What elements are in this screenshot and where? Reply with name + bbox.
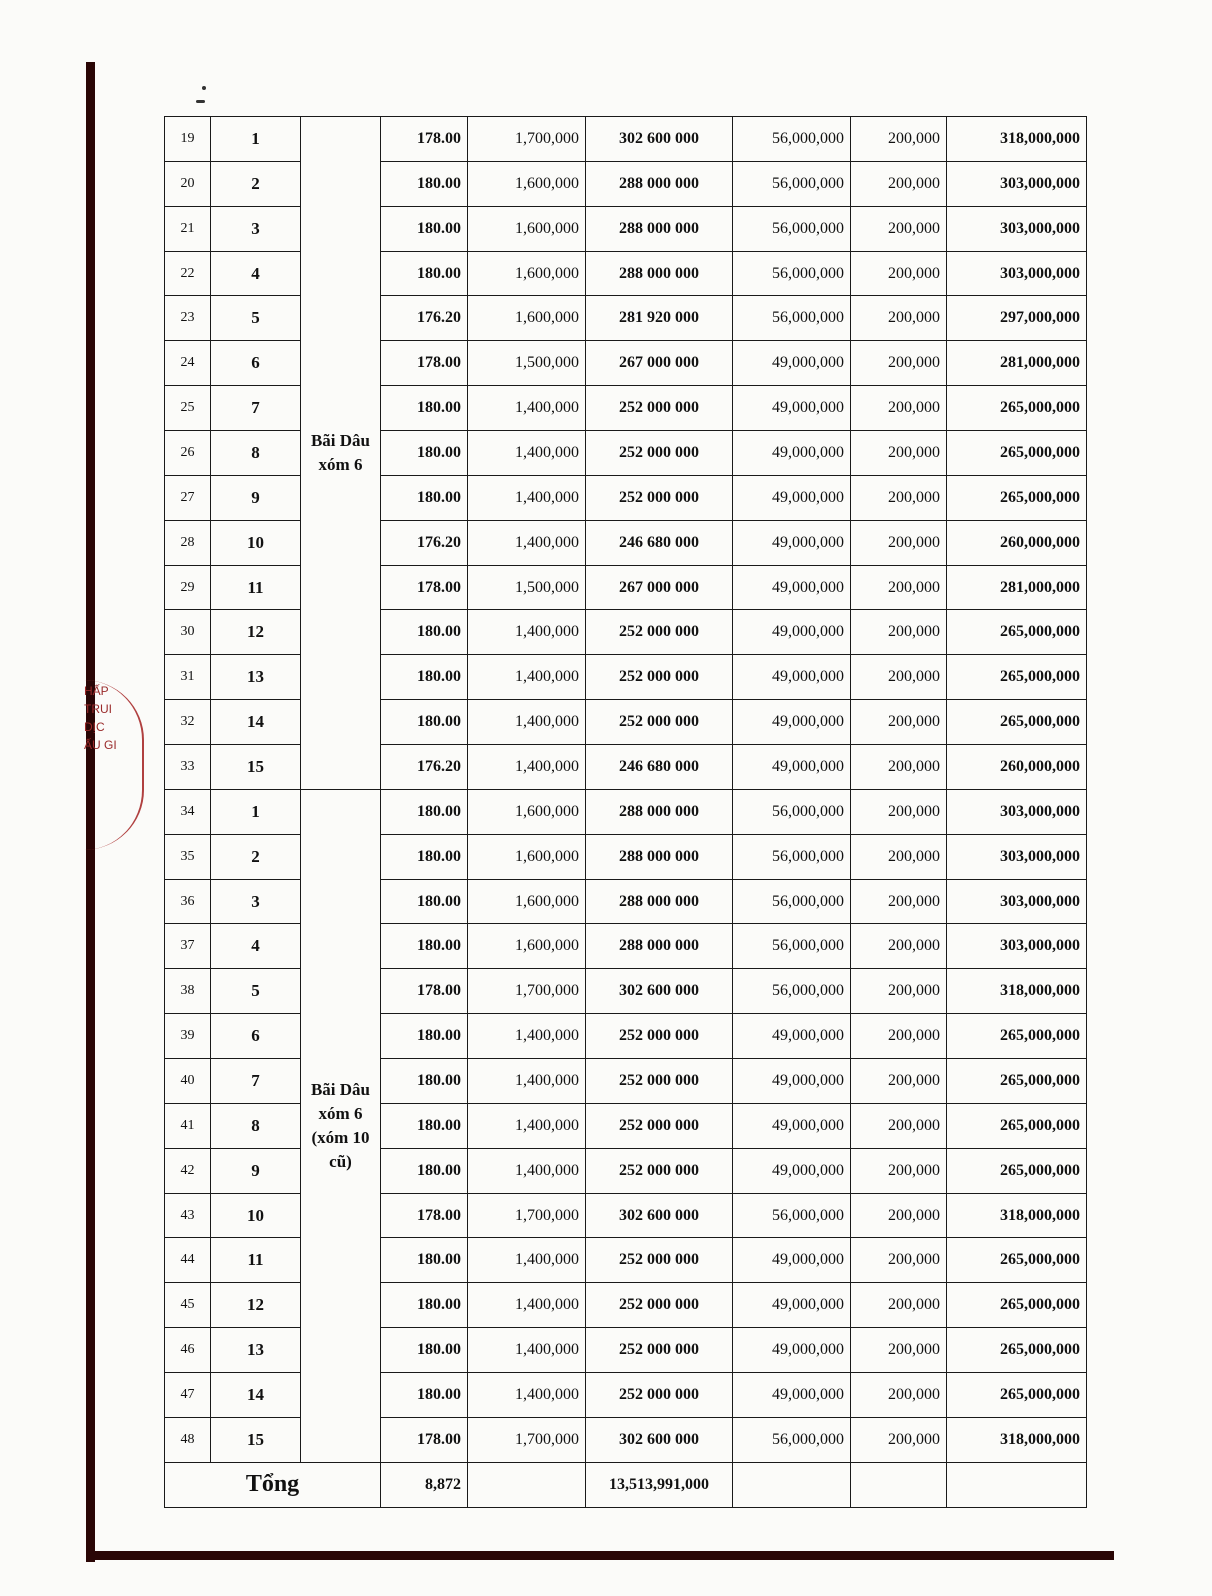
fee: 200,000 [851, 610, 947, 655]
total-amount: 265,000,000 [947, 1103, 1087, 1148]
price-per-m2: 1,500,000 [468, 341, 586, 386]
price-per-m2: 1,600,000 [468, 296, 586, 341]
deposit: 56,000,000 [733, 879, 851, 924]
price-per-m2: 1,400,000 [468, 655, 586, 700]
row-number: 28 [165, 520, 211, 565]
lot-value: 252 000 000 [586, 655, 733, 700]
total-row [165, 1462, 1087, 1507]
row-number: 25 [165, 386, 211, 431]
area-m2: 178.00 [381, 341, 468, 386]
total-amount: 265,000,000 [947, 655, 1087, 700]
row-number: 42 [165, 1148, 211, 1193]
lot-value: 288 000 000 [586, 834, 733, 879]
total-amount: 265,000,000 [947, 1328, 1087, 1373]
total-amount: 297,000,000 [947, 296, 1087, 341]
deposit: 56,000,000 [733, 1417, 851, 1462]
lot-value: 246 680 000 [586, 745, 733, 790]
price-per-m2: 1,400,000 [468, 386, 586, 431]
area-m2: 178.00 [381, 565, 468, 610]
lot-value: 302 600 000 [586, 969, 733, 1014]
lot-number: 1 [211, 789, 301, 834]
price-per-m2: 1,400,000 [468, 520, 586, 565]
deposit: 56,000,000 [733, 924, 851, 969]
area-m2: 180.00 [381, 879, 468, 924]
lot-number: 10 [211, 1193, 301, 1238]
lot-number: 5 [211, 969, 301, 1014]
row-number: 27 [165, 475, 211, 520]
deposit: 56,000,000 [733, 834, 851, 879]
fee: 200,000 [851, 386, 947, 431]
lot-number: 13 [211, 1328, 301, 1373]
area-m2: 180.00 [381, 1373, 468, 1418]
red-seal-stamp [84, 680, 144, 850]
row-number: 24 [165, 341, 211, 386]
lot-value: 252 000 000 [586, 431, 733, 476]
price-per-m2: 1,400,000 [468, 1059, 586, 1104]
fee: 200,000 [851, 1148, 947, 1193]
lot-value: 252 000 000 [586, 1238, 733, 1283]
area-m2: 176.20 [381, 745, 468, 790]
deposit: 56,000,000 [733, 206, 851, 251]
total-amount: 265,000,000 [947, 1014, 1087, 1059]
lot-value: 252 000 000 [586, 1373, 733, 1418]
deposit: 49,000,000 [733, 565, 851, 610]
lot-number: 12 [211, 1283, 301, 1328]
page-border-bottom [86, 1551, 1114, 1560]
row-number: 26 [165, 431, 211, 476]
lot-value: 302 600 000 [586, 117, 733, 162]
lot-value: 288 000 000 [586, 879, 733, 924]
total-amount: 265,000,000 [947, 1373, 1087, 1418]
lot-value: 252 000 000 [586, 475, 733, 520]
row-number: 38 [165, 969, 211, 1014]
price-per-m2: 1,700,000 [468, 1193, 586, 1238]
price-per-m2: 1,700,000 [468, 969, 586, 1014]
row-number: 47 [165, 1373, 211, 1418]
row-number: 32 [165, 700, 211, 745]
price-per-m2: 1,400,000 [468, 1283, 586, 1328]
price-per-m2: 1,400,000 [468, 610, 586, 655]
area-group-label: Bãi Dâu xóm 6 [301, 117, 381, 790]
deposit: 56,000,000 [733, 1193, 851, 1238]
row-number: 45 [165, 1283, 211, 1328]
lot-value: 246 680 000 [586, 520, 733, 565]
stamp-line: DỊC [84, 720, 105, 734]
lot-number: 13 [211, 655, 301, 700]
deposit: 49,000,000 [733, 475, 851, 520]
stamp-line: HẤP [84, 684, 109, 698]
empty-cell [851, 1462, 947, 1507]
deposit: 49,000,000 [733, 1103, 851, 1148]
lot-number: 7 [211, 1059, 301, 1104]
lot-value: 252 000 000 [586, 1148, 733, 1193]
area-m2: 176.20 [381, 296, 468, 341]
row-number: 30 [165, 610, 211, 655]
lot-value: 252 000 000 [586, 1014, 733, 1059]
area-m2: 180.00 [381, 789, 468, 834]
fee: 200,000 [851, 341, 947, 386]
total-amount: 265,000,000 [947, 386, 1087, 431]
area-m2: 180.00 [381, 386, 468, 431]
area-m2: 176.20 [381, 520, 468, 565]
fee: 200,000 [851, 475, 947, 520]
total-amount: 303,000,000 [947, 789, 1087, 834]
deposit: 56,000,000 [733, 161, 851, 206]
row-number: 44 [165, 1238, 211, 1283]
deposit: 49,000,000 [733, 1328, 851, 1373]
lot-number: 4 [211, 251, 301, 296]
price-per-m2: 1,500,000 [468, 565, 586, 610]
deposit: 49,000,000 [733, 1014, 851, 1059]
lot-number: 9 [211, 1148, 301, 1193]
total-amount: 303,000,000 [947, 879, 1087, 924]
fee: 200,000 [851, 745, 947, 790]
fee: 200,000 [851, 924, 947, 969]
area-m2: 180.00 [381, 206, 468, 251]
deposit: 56,000,000 [733, 117, 851, 162]
deposit: 49,000,000 [733, 341, 851, 386]
price-per-m2: 1,600,000 [468, 251, 586, 296]
row-number: 46 [165, 1328, 211, 1373]
area-m2: 180.00 [381, 610, 468, 655]
total-amount: 265,000,000 [947, 475, 1087, 520]
row-number: 41 [165, 1103, 211, 1148]
area-m2: 180.00 [381, 1283, 468, 1328]
area-m2: 180.00 [381, 1014, 468, 1059]
row-number: 34 [165, 789, 211, 834]
lot-number: 4 [211, 924, 301, 969]
lot-value: 252 000 000 [586, 1328, 733, 1373]
lot-value: 288 000 000 [586, 161, 733, 206]
price-per-m2: 1,700,000 [468, 1417, 586, 1462]
row-number: 48 [165, 1417, 211, 1462]
lot-value: 281 920 000 [586, 296, 733, 341]
fee: 200,000 [851, 1059, 947, 1104]
row-number: 43 [165, 1193, 211, 1238]
lot-number: 15 [211, 1417, 301, 1462]
deposit: 49,000,000 [733, 1283, 851, 1328]
row-number: 19 [165, 117, 211, 162]
deposit: 49,000,000 [733, 610, 851, 655]
land-auction-table [164, 116, 1087, 1508]
deposit: 49,000,000 [733, 1238, 851, 1283]
area-m2: 178.00 [381, 117, 468, 162]
total-amount: 265,000,000 [947, 431, 1087, 476]
fee: 200,000 [851, 565, 947, 610]
lot-number: 14 [211, 1373, 301, 1418]
total-amount: 260,000,000 [947, 520, 1087, 565]
price-per-m2: 1,400,000 [468, 431, 586, 476]
row-number: 21 [165, 206, 211, 251]
area-m2: 178.00 [381, 1193, 468, 1238]
area-m2: 180.00 [381, 700, 468, 745]
row-number: 31 [165, 655, 211, 700]
area-m2: 180.00 [381, 161, 468, 206]
price-per-m2: 1,700,000 [468, 117, 586, 162]
deposit: 56,000,000 [733, 296, 851, 341]
area-m2: 180.00 [381, 1148, 468, 1193]
fee: 200,000 [851, 206, 947, 251]
area-total: 8,872 [381, 1462, 468, 1507]
total-amount: 265,000,000 [947, 700, 1087, 745]
price-per-m2: 1,400,000 [468, 1328, 586, 1373]
total-amount: 265,000,000 [947, 1148, 1087, 1193]
row-number: 36 [165, 879, 211, 924]
fee: 200,000 [851, 1328, 947, 1373]
fee: 200,000 [851, 117, 947, 162]
lot-number: 3 [211, 879, 301, 924]
total-amount: 265,000,000 [947, 1059, 1087, 1104]
fee: 200,000 [851, 1103, 947, 1148]
deposit: 56,000,000 [733, 969, 851, 1014]
lot-number: 15 [211, 745, 301, 790]
lot-number: 2 [211, 834, 301, 879]
lot-number: 6 [211, 1014, 301, 1059]
row-number: 33 [165, 745, 211, 790]
total-amount: 318,000,000 [947, 1417, 1087, 1462]
price-per-m2: 1,400,000 [468, 1014, 586, 1059]
lot-number: 8 [211, 1103, 301, 1148]
row-number: 20 [165, 161, 211, 206]
total-amount: 260,000,000 [947, 745, 1087, 790]
fee: 200,000 [851, 1193, 947, 1238]
total-amount: 303,000,000 [947, 924, 1087, 969]
fee: 200,000 [851, 251, 947, 296]
lot-value: 252 000 000 [586, 610, 733, 655]
price-per-m2: 1,400,000 [468, 1103, 586, 1148]
lot-value: 288 000 000 [586, 924, 733, 969]
scan-mark-icon [196, 80, 208, 110]
lot-value: 288 000 000 [586, 789, 733, 834]
fee: 200,000 [851, 520, 947, 565]
table-body [165, 117, 1087, 1508]
total-amount: 303,000,000 [947, 206, 1087, 251]
price-per-m2: 1,600,000 [468, 924, 586, 969]
row-number: 37 [165, 924, 211, 969]
row-number: 22 [165, 251, 211, 296]
empty-cell [733, 1462, 851, 1507]
deposit: 49,000,000 [733, 431, 851, 476]
lot-value: 302 600 000 [586, 1417, 733, 1462]
lot-number: 14 [211, 700, 301, 745]
lot-number: 5 [211, 296, 301, 341]
lot-value: 302 600 000 [586, 1193, 733, 1238]
lot-number: 3 [211, 206, 301, 251]
empty-cell [947, 1462, 1087, 1507]
price-per-m2: 1,400,000 [468, 700, 586, 745]
lot-number: 7 [211, 386, 301, 431]
fee: 200,000 [851, 1373, 947, 1418]
area-m2: 180.00 [381, 1238, 468, 1283]
fee: 200,000 [851, 161, 947, 206]
stamp-line: ẤU GI [84, 738, 117, 752]
fee: 200,000 [851, 1014, 947, 1059]
deposit: 49,000,000 [733, 1373, 851, 1418]
lot-number: 1 [211, 117, 301, 162]
lot-number: 10 [211, 520, 301, 565]
lot-number: 8 [211, 431, 301, 476]
total-amount: 303,000,000 [947, 251, 1087, 296]
price-per-m2: 1,400,000 [468, 745, 586, 790]
price-per-m2: 1,400,000 [468, 1148, 586, 1193]
row-number: 40 [165, 1059, 211, 1104]
total-amount: 318,000,000 [947, 117, 1087, 162]
price-per-m2: 1,600,000 [468, 161, 586, 206]
row-number: 29 [165, 565, 211, 610]
lot-number: 2 [211, 161, 301, 206]
deposit: 49,000,000 [733, 386, 851, 431]
lot-value: 288 000 000 [586, 251, 733, 296]
price-per-m2: 1,600,000 [468, 789, 586, 834]
price-per-m2: 1,400,000 [468, 1373, 586, 1418]
total-amount: 281,000,000 [947, 341, 1087, 386]
total-amount: 265,000,000 [947, 1283, 1087, 1328]
empty-cell [468, 1462, 586, 1507]
table-row [165, 117, 1087, 162]
area-m2: 178.00 [381, 1417, 468, 1462]
fee: 200,000 [851, 879, 947, 924]
lot-number: 6 [211, 341, 301, 386]
lot-value: 252 000 000 [586, 386, 733, 431]
lot-number: 11 [211, 1238, 301, 1283]
deposit: 49,000,000 [733, 700, 851, 745]
area-m2: 180.00 [381, 251, 468, 296]
fee: 200,000 [851, 834, 947, 879]
total-label: Tổng [165, 1462, 381, 1507]
total-amount: 265,000,000 [947, 610, 1087, 655]
deposit: 49,000,000 [733, 520, 851, 565]
area-m2: 180.00 [381, 475, 468, 520]
fee: 200,000 [851, 431, 947, 476]
row-number: 23 [165, 296, 211, 341]
price-per-m2: 1,400,000 [468, 475, 586, 520]
fee: 200,000 [851, 1283, 947, 1328]
area-m2: 180.00 [381, 1059, 468, 1104]
price-per-m2: 1,400,000 [468, 1238, 586, 1283]
area-m2: 180.00 [381, 834, 468, 879]
row-number: 35 [165, 834, 211, 879]
price-per-m2: 1,600,000 [468, 834, 586, 879]
fee: 200,000 [851, 789, 947, 834]
value-total: 13,513,991,000 [586, 1462, 733, 1507]
lot-number: 9 [211, 475, 301, 520]
total-amount: 281,000,000 [947, 565, 1087, 610]
fee: 200,000 [851, 969, 947, 1014]
lot-value: 252 000 000 [586, 1103, 733, 1148]
deposit: 56,000,000 [733, 789, 851, 834]
total-amount: 303,000,000 [947, 834, 1087, 879]
table-row [165, 789, 1087, 834]
total-amount: 265,000,000 [947, 1238, 1087, 1283]
lot-value: 288 000 000 [586, 206, 733, 251]
deposit: 49,000,000 [733, 1059, 851, 1104]
fee: 200,000 [851, 1417, 947, 1462]
lot-value: 252 000 000 [586, 1059, 733, 1104]
price-per-m2: 1,600,000 [468, 206, 586, 251]
deposit: 56,000,000 [733, 251, 851, 296]
price-per-m2: 1,600,000 [468, 879, 586, 924]
area-m2: 180.00 [381, 431, 468, 476]
area-m2: 180.00 [381, 1103, 468, 1148]
fee: 200,000 [851, 296, 947, 341]
lot-value: 267 000 000 [586, 341, 733, 386]
fee: 200,000 [851, 1238, 947, 1283]
deposit: 49,000,000 [733, 745, 851, 790]
area-m2: 180.00 [381, 924, 468, 969]
area-m2: 180.00 [381, 1328, 468, 1373]
lot-number: 12 [211, 610, 301, 655]
total-amount: 303,000,000 [947, 161, 1087, 206]
total-amount: 318,000,000 [947, 1193, 1087, 1238]
row-number: 39 [165, 1014, 211, 1059]
area-group-label: Bãi Dâu xóm 6 (xóm 10 cũ) [301, 789, 381, 1462]
deposit: 49,000,000 [733, 655, 851, 700]
lot-value: 252 000 000 [586, 700, 733, 745]
lot-value: 252 000 000 [586, 1283, 733, 1328]
lot-number: 11 [211, 565, 301, 610]
total-amount: 318,000,000 [947, 969, 1087, 1014]
deposit: 49,000,000 [733, 1148, 851, 1193]
lot-value: 267 000 000 [586, 565, 733, 610]
fee: 200,000 [851, 700, 947, 745]
fee: 200,000 [851, 655, 947, 700]
area-m2: 180.00 [381, 655, 468, 700]
area-m2: 178.00 [381, 969, 468, 1014]
stamp-line: TRUI [84, 702, 112, 716]
